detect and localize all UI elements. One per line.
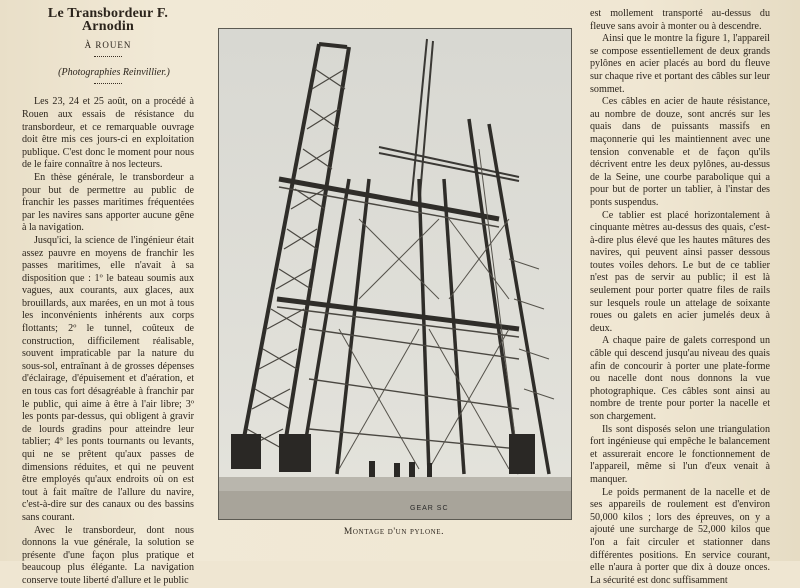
- left-column: [22, 6, 194, 586]
- pylon-construction-illustration: [219, 29, 571, 519]
- paragraph: Ces câbles en acier de haute résistance, au nombre de douze, sont ancrés sur les quais dans de puissants massifs en maçonnerie qui les maintiennent avec une tension convenable et de façon qu'ils décrivent entre les deux pylônes, au-dessus de la Seine, une courbe parabolique qui a pour but de porter un tablier, à l'instar des ponts suspendus.: [590, 96, 770, 208]
- paragraph: Ils sont disposés selon une triangulation fort ingénieuse qui empêche le balancement et assurerait encore le fonctionnement de l'appareil, même si l'un d'eux venait à manquer.: [590, 423, 770, 485]
- pylon-photograph: [218, 28, 572, 520]
- paragraph: est mollement transporté au-dessus du fleuve sans avoir à monter ou à descendre.: [590, 8, 770, 32]
- paragraph: Ce tablier est placé horizontalement à cinquante mètres au-dessus des quais, c'est-à-dire plus élevé que les hautes mâtures des navires, qui peuvent ainsi passer dessous toutes voiles dehors. Le but de ce tablier n'est pas de servir au public; il est là seulement pour porter quatre files de rails sur lesquels roule un attelage de soixante roues ou galets en acier jumelés deux à deux.: [590, 209, 770, 334]
- plate-marker: GEAR SC: [410, 505, 449, 512]
- divider: [94, 83, 122, 84]
- paragraph: Ainsi que le montre la figure 1, l'appareil se compose essentiellement de deux grands pylônes en acier placés au bord du fleuve sur chaque rive et portant des câbles sur leur sommet.: [590, 33, 770, 95]
- figure-caption: Montage d'un pylone.: [343, 527, 445, 537]
- photo-credit: (Photographies Reinvillier.): [58, 66, 170, 78]
- paragraph: En thèse générale, le transbordeur a pour but de permettre au public de franchir les passes maritimes fréquentées par les navires sans apporter aucune gêne à la navigation.: [22, 171, 194, 234]
- paragraph: Le poids permanent de la nacelle et de ses appareils de roulement est d'environ 50,000 kilos ; lors des épreuves, on y a ajouté une surcharge de 52,000 kilos que l'on a fait circuler et stationner dans différentes positions. En service courant, elle n'aura à porter que dix à douze onces. La sécurité est donc suffisamment: [590, 486, 770, 586]
- paragraph: A chaque paire de galets correspond un câble qui descend jusqu'au niveau des quais afin de concourir à porter une plate-forme ou nacelle dont nous donnons la vue photographique. Ces câbles sont ainsi au nombre de trente pour porter la nacelle et son chargement.: [590, 335, 770, 422]
- right-column: [590, 8, 770, 586]
- article-location: À ROUEN: [84, 40, 132, 51]
- paragraph: Jusqu'ici, la science de l'ingénieur était assez pauvre en moyens de franchir les passes maritimes, elle n'avait à sa disposition que : 1º le bateau soumis aux vagues, aux courants, aux glaces, aux brouillards, aux marées, en un mot à tous les inconvénients inhérents aux corps flottants; 2º le tunnel, coûteux de construction, difficilement réalisable, souvent impraticable par la nature du sous-sol, entraînant à de grosses dépenses d'éclairage, d'épuisement et d'aération, et en tous cas fort désagréable à franchir par le public, qui aime à être à l'air libre; 3º les ponts par-dessus, qui obligent à gravir de lourds gradins pour atteindre leur tablier; 4º les ponts tournants ou levants, qui ne se prêtent qu'aux passes de dimensions réduites, et qui ne peuvent être employés qu'aux endroits où on est tout à fait maître de l'allure du navire, c'est-à-dire sur des canaux ou des bassins sans courant.: [22, 234, 194, 523]
- paragraph: Avec le transbordeur, dont nous donnons la vue générale, la solution se présente d'une façon plus pratique et beaucoup plus élégante. La navigation conserve toute liberté d'allure et le public: [22, 524, 194, 586]
- paragraph: Les 23, 24 et 25 août, on a procédé à Rouen aux essais de résistance du transbordeur, et ce remarquable ouvrage doit être mis ces jours-ci en exploitation publique. C'est donc le moment pour nous de le faire connaître à nos lecteurs.: [22, 96, 194, 171]
- article-title: Le Transbordeur F. Arnodin: [47, 6, 169, 34]
- divider: [94, 56, 122, 57]
